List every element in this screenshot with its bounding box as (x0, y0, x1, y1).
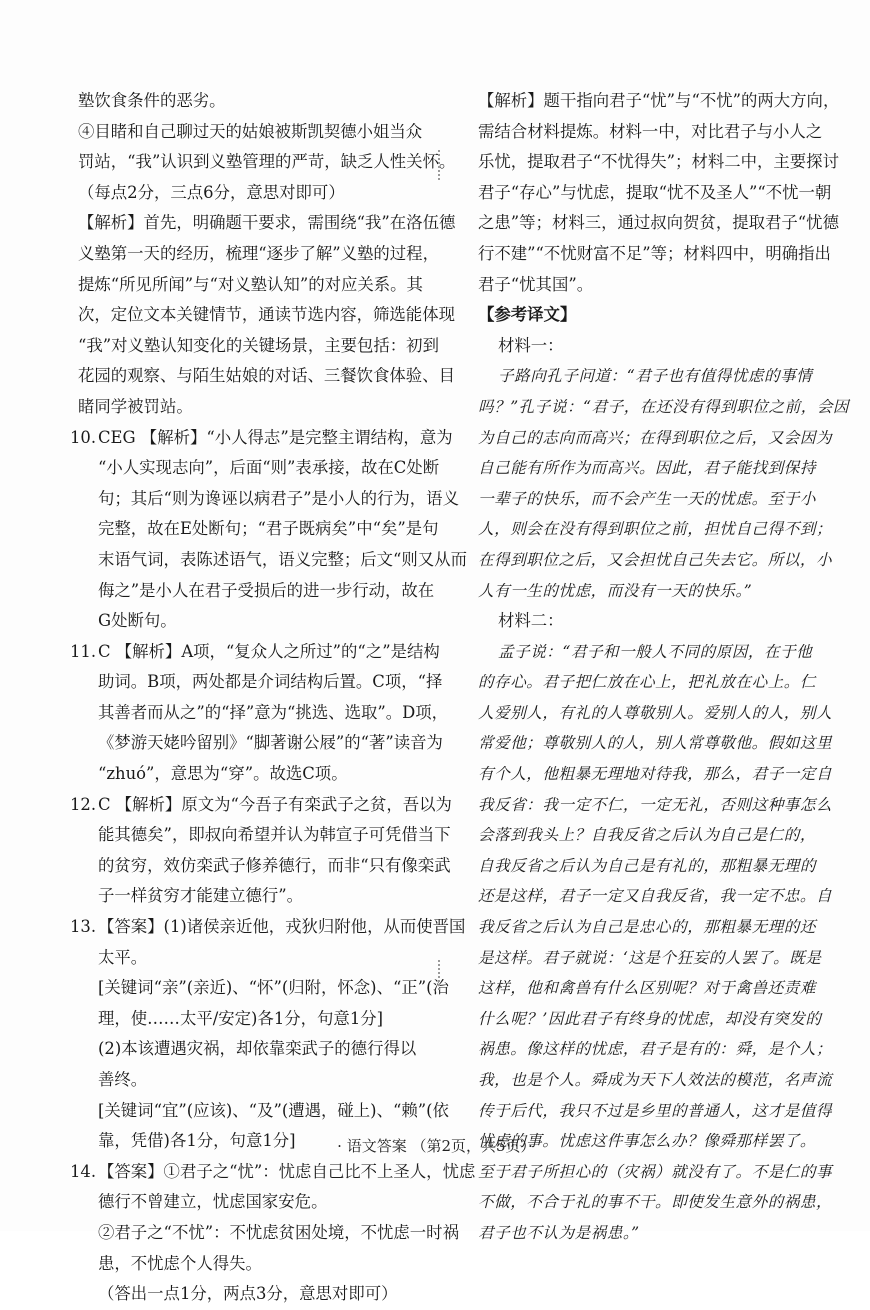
right-text-line (478, 86, 840, 117)
right-text-line (478, 1218, 800, 1249)
line-text: 的贫穷，效仿栾武子修养德行，而非“只有像栾武 (98, 855, 451, 875)
left-text-line (78, 1279, 456, 1310)
line-text: 君子“忧其国”。 (478, 274, 594, 294)
left-text-line (78, 545, 467, 576)
right-text-line (478, 1034, 833, 1065)
line-text: 孟子说：“君子和一般人不同的原因，在于他 (498, 642, 813, 661)
line-text: “我”对义塾认知变化的关键场景，主要包括：初到 (78, 335, 439, 355)
line-text: 患，不忧虑个人得失。 (98, 1253, 262, 1273)
right-text-line (478, 973, 816, 1004)
line-text: 睹同学被罚站。 (78, 396, 193, 416)
line-text: CEG 【解析】“小人得志”是完整主谓结构，意为 (98, 427, 453, 447)
right-text-line (478, 117, 823, 148)
line-text: 我，也是个人。舜成为天下人效法的模范，名声流 (478, 1071, 833, 1089)
right-text-line (478, 423, 833, 454)
line-text: 提炼“所见所闻”与“对义塾认知”的对应关系。其 (78, 274, 423, 294)
left-text-line (78, 1187, 456, 1218)
left-text-line (78, 851, 456, 882)
line-text: 一辈子的快乐，而不会产生一天的忧虑。至于小 (478, 489, 816, 508)
line-text: 【解析】题干指向君子“忧”与“不忧”的两大方向， (478, 91, 840, 110)
right-text-line (478, 606, 800, 637)
left-text-line (78, 270, 456, 301)
line-text: 次，定位文本关键情节，通读节选内容，筛选能体现 (78, 305, 455, 325)
left-text-line (78, 86, 456, 117)
right-text-line (478, 790, 833, 821)
line-text: 常爱他；尊敬别人的人，别人常尊敬他。假如这里 (478, 734, 833, 753)
right-text-line (478, 759, 833, 790)
line-text: 为自己的志向而高兴；在得到职位之后，又会因为 (478, 428, 833, 447)
left-text-line (78, 606, 456, 637)
right-text-line (478, 943, 822, 974)
left-text-line (78, 300, 456, 331)
right-text-line (478, 514, 833, 545)
right-text-line (478, 239, 831, 270)
line-text: ②君子之“不忧”：不忧虑贫困处境，不忧虑一时祸 (98, 1222, 459, 1242)
line-text: 【参考译文】 (478, 305, 577, 325)
left-text-line (78, 117, 456, 148)
right-text-line (478, 667, 816, 698)
line-text: 人有一生的忧虑，而没有一天的快乐。” (478, 581, 753, 600)
column-divider-top (438, 150, 440, 180)
line-text: “zhuó”，意思为“穿”。故选C项。 (98, 764, 348, 784)
left-text-line (78, 1096, 456, 1127)
line-text: 需结合材料提炼。材料一中，对比君子与小人之 (478, 121, 823, 141)
page-footer: · 语文答案 （第2页，共5页）· (337, 1137, 533, 1155)
right-text-line (478, 484, 816, 515)
right-text-line (478, 1065, 833, 1096)
right-text-line (478, 331, 800, 362)
column-divider-bottom (438, 960, 440, 990)
line-text: 太平。 (98, 947, 148, 967)
right-column (478, 86, 850, 1249)
line-text: C 【解析】A项，“复众人之所过”的“之”是结构 (98, 641, 440, 661)
line-text: 行不建”“不忧财富不足”等；材料四中，明确指出 (478, 243, 831, 263)
line-text: 人，则会在没有得到职位之前，担忧自己得不到； (478, 520, 833, 539)
left-text-line (78, 1249, 456, 1280)
left-text-line (78, 178, 456, 209)
right-text-line (478, 912, 816, 943)
line-text: 在得到职位之后，又会担忧自己失去它。所以，小 (478, 550, 833, 569)
line-text: 德行不曾建立，忧虑国家安危。 (98, 1192, 328, 1212)
right-text-line (478, 1187, 833, 1218)
line-text: 【答案】(1)诸侯亲近他，戎狄归附他，从而使晋国 (98, 917, 466, 937)
right-text-line (478, 1157, 833, 1188)
left-text-line (78, 943, 456, 974)
line-text: 塾饮食条件的恶劣。 (78, 91, 226, 110)
line-text: 还是这样，君子一定又自我反省，我一定不忠。自 (478, 887, 833, 906)
line-text: 罚站，“我”认识到义塾管理的严苛，缺乏人性关怀。 (78, 152, 456, 172)
line-text: 忧虑的事。忧虑这件事怎么办？像舜那样罢了。 (478, 1132, 816, 1151)
right-text-line (478, 637, 813, 668)
line-text: 人爱别人，有礼的人尊敬别人。爱别人的人，别人 (478, 703, 833, 722)
question-number: 11. (70, 641, 97, 661)
line-text: 末语气词，表陈述语气，语义完整；后文“则又从而 (98, 549, 467, 569)
left-text-line (78, 331, 456, 362)
right-text-line (478, 1004, 822, 1035)
line-text: (2)本该遭遇灾祸，却依靠栾武子的德行得以 (98, 1039, 417, 1059)
left-text-line (78, 208, 456, 239)
line-text: 君子“存心”与忧虑，提取“忧不及圣人”“不忧一朝 (478, 182, 832, 202)
line-text: 祸患。像这样的忧虑，君子是有的：舜，是个人； (478, 1040, 833, 1059)
left-text-line (78, 881, 456, 912)
line-text: C 【解析】原文为“今吾子有栾武子之贫，吾以为 (98, 794, 452, 814)
line-text: 其善者而从之”的“择”意为“挑选、选取”。D项， (98, 702, 449, 722)
line-text: 之患”等；材料三，通过叔向贺贫，提取君子“忧德 (478, 213, 839, 233)
question-number: 12. (70, 794, 97, 814)
line-text: 善终。 (98, 1070, 148, 1089)
line-text: 义塾第一天的经历，梳理“逐步了解”义塾的过程， (78, 243, 439, 263)
left-text-line (70, 637, 456, 668)
right-text-line (478, 208, 839, 239)
left-text-line (78, 1034, 456, 1065)
left-text-line (78, 361, 456, 392)
line-text: 能其德矣”，即叔向希望并认为韩宣子可凭借当下 (98, 825, 451, 845)
right-text-line (478, 1096, 833, 1127)
question-number: 10. (70, 427, 97, 447)
line-text: 我反省：我一定不仁，一定无礼，否则这种事怎么 (478, 795, 833, 814)
line-text: 这样，他和禽兽有什么区别呢？对于禽兽还责难 (478, 979, 816, 998)
line-text: 自我反省之后认为自己是有礼的，那粗暴无理的 (478, 856, 816, 875)
line-text: 自己能有所作为而高兴。因此，君子能找到保持 (478, 459, 816, 478)
right-text-line (478, 576, 800, 607)
line-text: 传于后代，我只不过是乡里的普通人，这才是值得 (478, 1101, 833, 1120)
line-text: 花园的观察、与陌生姑娘的对话、三餐饮食体验、目 (78, 366, 455, 386)
line-text: 有个人，他粗暴无理地对待我，那么，君子一定自 (478, 765, 833, 784)
left-text-line (78, 1065, 456, 1096)
right-text-line (478, 361, 813, 392)
line-text: ④目睹和自己聊过天的姑娘被斯凯契德小姐当众 (78, 121, 423, 141)
line-text: 助词。B项，两处都是介词结构后置。C项，“择 (98, 672, 443, 692)
left-text-line (78, 147, 456, 178)
line-text: 的存心。君子把仁放在心上，把礼放在心上。仁 (478, 673, 816, 692)
line-text: 乐忧，提取君子“不忧得失”；材料二中，主要探讨 (478, 152, 839, 172)
left-column (70, 86, 476, 1310)
left-text-line (78, 1218, 459, 1249)
left-text-line (78, 484, 459, 515)
line-text: 靠，凭借)各1分，句意1分] (98, 1131, 296, 1151)
right-text-line (478, 147, 839, 178)
left-text-line (78, 667, 456, 698)
left-text-line (78, 576, 456, 607)
right-text-line (478, 300, 800, 331)
line-text: 吗？”孔子说：“君子，在还没有得到职位之前，会因 (478, 397, 850, 416)
right-text-line (478, 392, 850, 423)
line-text: “小人实现志向”，后面“则”表承接，故在C处断 (98, 458, 440, 478)
line-text: 子一样贫穷才能建立德行”。 (98, 886, 304, 906)
line-text: 会落到我头上？自我反省之后认为自己是仁的， (478, 826, 816, 845)
line-text: 理，使……太平/安定)各1分，句意1分] (98, 1008, 384, 1028)
right-text-line (478, 851, 816, 882)
line-text: （答出一点1分，两点3分，意思对即可） (98, 1284, 398, 1304)
left-text-line (78, 392, 456, 423)
line-text: [关键词“亲”(亲近)、“怀”(归附，怀念)、“正”(治 (98, 978, 449, 998)
right-text-line (478, 728, 833, 759)
left-text-line (78, 973, 456, 1004)
line-text: [关键词“宜”(应该)、“及”(遭遇，碰上)、“赖”(依 (98, 1100, 449, 1120)
question-number: 13. (70, 917, 97, 937)
right-text-line (478, 545, 833, 576)
line-text: G处断句。 (98, 611, 177, 631)
line-text: （每点2分，三点6分，意思对即可） (78, 182, 345, 202)
left-text-line (70, 912, 466, 943)
line-text: 完整，故在E处断句；“君子既病矣”中“矣”是句 (98, 519, 439, 539)
left-text-line (78, 698, 456, 729)
left-text-line (78, 728, 456, 759)
line-text: 材料一： (498, 335, 564, 355)
line-text: 侮之”是小人在君子受损后的进一步行动，故在 (98, 580, 435, 600)
right-text-line (478, 698, 833, 729)
left-text-line (78, 239, 456, 270)
line-text: 《梦游天姥吟留别》“脚著谢公屐”的“著”读音为 (98, 733, 443, 753)
right-text-line (478, 270, 800, 301)
line-text: 句；其后“则为谗诬以病君子”是小人的行为，语义 (98, 488, 459, 508)
right-text-line (478, 178, 832, 209)
left-text-line (78, 453, 456, 484)
line-text: 我反省之后认为自己是忠心的，那粗暴无理的还 (478, 918, 816, 937)
line-text: 子路向孔子问道：“君子也有值得忧虑的事情 (498, 367, 813, 386)
left-text-line (78, 1004, 456, 1035)
line-text: 材料二： (498, 611, 564, 631)
question-number: 14. (70, 1161, 97, 1181)
line-text: 【答案】①君子之“忧”：忧虑自己比不上圣人，忧虑 (98, 1161, 476, 1181)
line-text: 至于君子所担心的（灾祸）就没有了。不是仁的事 (478, 1162, 833, 1181)
left-text-line (78, 759, 456, 790)
left-text-line (70, 423, 456, 454)
line-text: 是这样。君子就说：‘这是个狂妄的人罢了。既是 (478, 948, 822, 967)
line-text: 君子也不认为是祸患。” (478, 1223, 640, 1242)
line-text: 不做，不合于礼的事不干。即使发生意外的祸患， (478, 1193, 833, 1212)
right-text-line (478, 453, 816, 484)
right-text-line (478, 881, 833, 912)
left-text-line (78, 820, 456, 851)
left-text-line (70, 790, 456, 821)
left-text-line (78, 514, 456, 545)
left-text-line (70, 1157, 476, 1188)
right-text-line (478, 820, 816, 851)
line-text: 【解析】首先，明确题干要求，需围绕“我”在洛伍德 (78, 213, 456, 233)
line-text: 什么呢？’因此君子有终身的忧虑，却没有突发的 (478, 1009, 822, 1028)
